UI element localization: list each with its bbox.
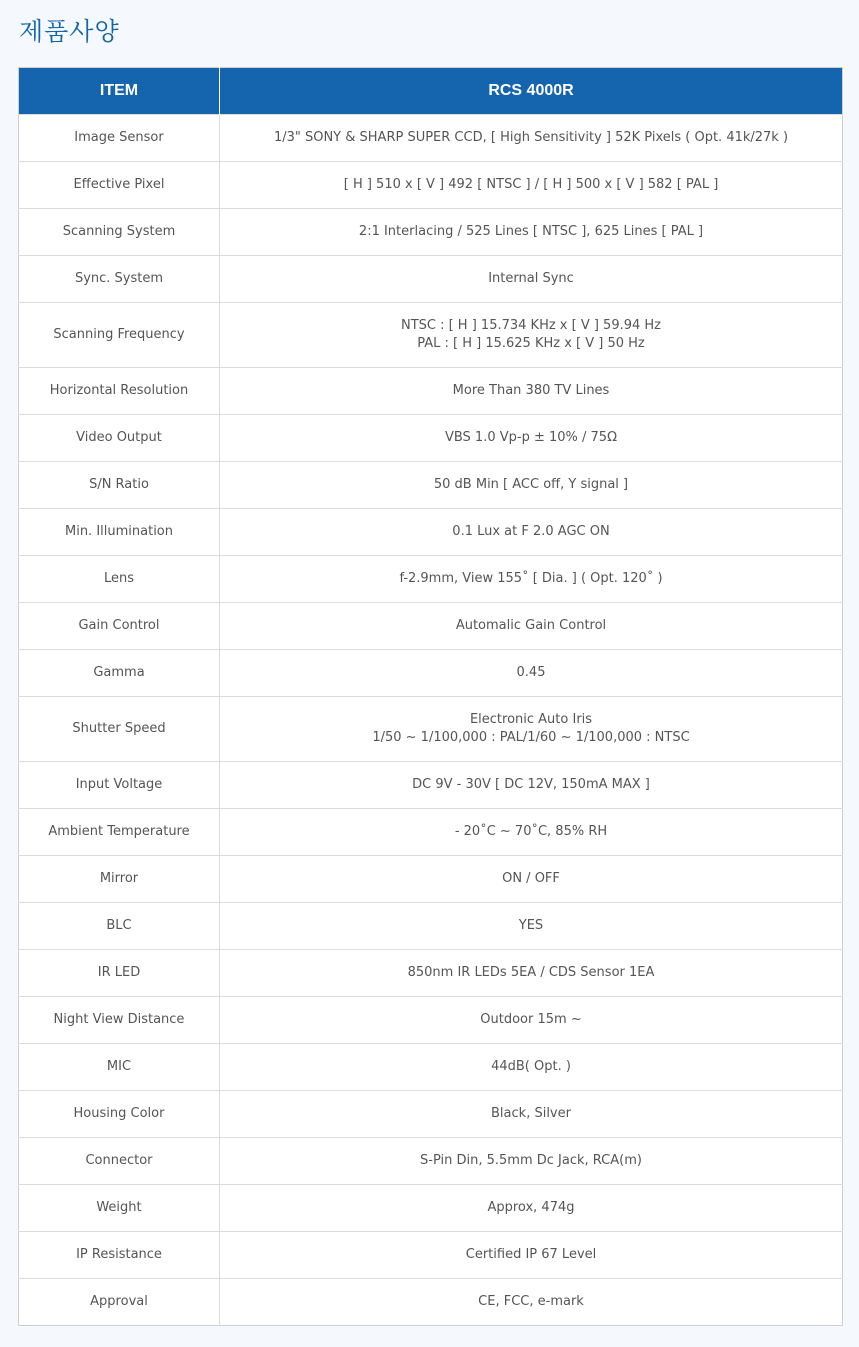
spec-item-value — [220, 1185, 843, 1232]
spec-item-value — [220, 603, 843, 650]
table-row — [19, 368, 843, 415]
spec-value-line: YES — [518, 918, 544, 933]
spec-item-value — [220, 1138, 843, 1185]
spec-value-line: 0.1 Lux at F 2.0 AGC ON — [452, 524, 610, 539]
spec-value-line: 44dB( Opt. ) — [491, 1059, 571, 1074]
spec-item-label: Video Output — [19, 415, 220, 462]
table-row — [19, 762, 843, 809]
spec-item-value — [220, 1091, 843, 1138]
spec-item-value — [220, 1044, 843, 1091]
spec-item-label: Gain Control — [19, 603, 220, 650]
spec-item-label: Shutter Speed — [19, 697, 220, 762]
spec-value-line: CE, FCC, e-mark — [478, 1294, 584, 1309]
spec-item-value — [220, 303, 843, 368]
spec-item-label: Scanning System — [19, 209, 220, 256]
table-row — [19, 903, 843, 950]
spec-item-value — [220, 509, 843, 556]
spec-item-value — [220, 415, 843, 462]
spec-item-value — [220, 368, 843, 415]
spec-item-label: Housing Color — [19, 1091, 220, 1138]
spec-value-line: NTSC : [ H ] 15.734 KHz x [ V ] 59.94 Hz — [400, 318, 662, 333]
spec-item-label: Connector — [19, 1138, 220, 1185]
column-header-item: ITEM — [19, 68, 220, 115]
spec-value-line: 850nm IR LEDs 5EA / CDS Sensor 1EA — [407, 965, 655, 980]
table-row — [19, 1091, 843, 1138]
table-row — [19, 650, 843, 697]
spec-value-line: 1/3" SONY & SHARP SUPER CCD, [ High Sensitivity ] 52K Pixels ( Opt. 41k/27k ) — [273, 130, 789, 145]
table-row — [19, 856, 843, 903]
table-row — [19, 1279, 843, 1326]
page-title: 제품사양 — [19, 17, 120, 46]
spec-item-label: Weight — [19, 1185, 220, 1232]
spec-item-value — [220, 1279, 843, 1326]
spec-value-line: Black, Silver — [491, 1106, 571, 1121]
spec-item-value — [220, 997, 843, 1044]
table-row — [19, 115, 843, 162]
table-row — [19, 256, 843, 303]
spec-value-line: ON / OFF — [502, 871, 560, 886]
spec-item-value — [220, 209, 843, 256]
spec-value-line: Internal Sync — [488, 271, 574, 286]
spec-item-label: Sync. System — [19, 256, 220, 303]
table-row — [19, 1185, 843, 1232]
spec-value-line: f-2.9mm, View 155˚ [ Dia. ] ( Opt. 120˚ ) — [399, 571, 663, 586]
spec-item-value — [220, 903, 843, 950]
table-row — [19, 1232, 843, 1279]
table-row — [19, 209, 843, 256]
table-row — [19, 997, 843, 1044]
table-row — [19, 162, 843, 209]
table-header-row — [19, 68, 843, 115]
spec-item-label: Approval — [19, 1279, 220, 1326]
spec-value-line: - 20˚C ~ 70˚C, 85% RH — [454, 824, 608, 839]
spec-item-label: BLC — [19, 903, 220, 950]
spec-item-value — [220, 1232, 843, 1279]
spec-item-label: Lens — [19, 556, 220, 603]
table-row — [19, 950, 843, 997]
spec-item-value — [220, 462, 843, 509]
spec-item-value — [220, 115, 843, 162]
spec-item-label: MIC — [19, 1044, 220, 1091]
spec-item-value — [220, 162, 843, 209]
spec-item-value — [220, 697, 843, 762]
spec-item-value — [220, 950, 843, 997]
table-row — [19, 509, 843, 556]
table-row — [19, 303, 843, 368]
table-row — [19, 415, 843, 462]
spec-item-label: Effective Pixel — [19, 162, 220, 209]
spec-item-label: Ambient Temperature — [19, 809, 220, 856]
table-row — [19, 697, 843, 762]
spec-value-line: 50 dB Min [ ACC off, Y signal ] — [433, 477, 629, 492]
spec-value-line: Outdoor 15m ~ — [480, 1012, 582, 1027]
spec-table-body — [19, 115, 843, 1326]
table-row — [19, 556, 843, 603]
spec-item-label: Min. Illumination — [19, 509, 220, 556]
table-row — [19, 1044, 843, 1091]
spec-item-label: Image Sensor — [19, 115, 220, 162]
spec-item-label: Scanning Frequency — [19, 303, 220, 368]
spec-item-value — [220, 809, 843, 856]
spec-value-line: S-Pin Din, 5.5mm Dc Jack, RCA(m) — [420, 1153, 642, 1168]
table-row — [19, 1138, 843, 1185]
table-row — [19, 809, 843, 856]
spec-value-line: Automalic Gain Control — [455, 618, 607, 633]
spec-item-value — [220, 762, 843, 809]
spec-item-label: Mirror — [19, 856, 220, 903]
spec-item-value — [220, 650, 843, 697]
spec-item-label: S/N Ratio — [19, 462, 220, 509]
spec-table — [18, 67, 843, 1326]
spec-value-line: [ H ] 510 x [ V ] 492 [ NTSC ] / [ H ] 500 x [ V ] 582 [ PAL ] — [343, 177, 719, 192]
column-header-model: RCS 4000R — [220, 68, 843, 115]
spec-item-value — [220, 856, 843, 903]
table-row — [19, 462, 843, 509]
spec-item-label: Horizontal Resolution — [19, 368, 220, 415]
spec-item-label: IR LED — [19, 950, 220, 997]
spec-value-line: Electronic Auto Iris — [469, 712, 593, 727]
spec-value-line: 1/50 ~ 1/100,000 : PAL/1/60 ~ 1/100,000 : NTSC — [372, 730, 690, 745]
spec-value-line: 2:1 Interlacing / 525 Lines [ NTSC ], 625 Lines [ PAL ] — [358, 224, 704, 239]
spec-value-line: Certified IP 67 Level — [465, 1247, 597, 1262]
table-row — [19, 603, 843, 650]
spec-value-line: VBS 1.0 Vp-p ± 10% / 75Ω — [444, 430, 618, 445]
spec-item-label: Input Voltage — [19, 762, 220, 809]
spec-item-value — [220, 556, 843, 603]
spec-item-label: Night View Distance — [19, 997, 220, 1044]
spec-value-line: Approx, 474g — [487, 1200, 575, 1215]
spec-value-line: PAL : [ H ] 15.625 KHz x [ V ] 50 Hz — [417, 336, 645, 351]
spec-value-line: More Than 380 TV Lines — [452, 383, 610, 398]
spec-value-line: 0.45 — [516, 665, 546, 680]
spec-item-label: Gamma — [19, 650, 220, 697]
spec-item-value — [220, 256, 843, 303]
spec-value-line: DC 9V - 30V [ DC 12V, 150mA MAX ] — [412, 777, 650, 792]
spec-item-label: IP Resistance — [19, 1232, 220, 1279]
